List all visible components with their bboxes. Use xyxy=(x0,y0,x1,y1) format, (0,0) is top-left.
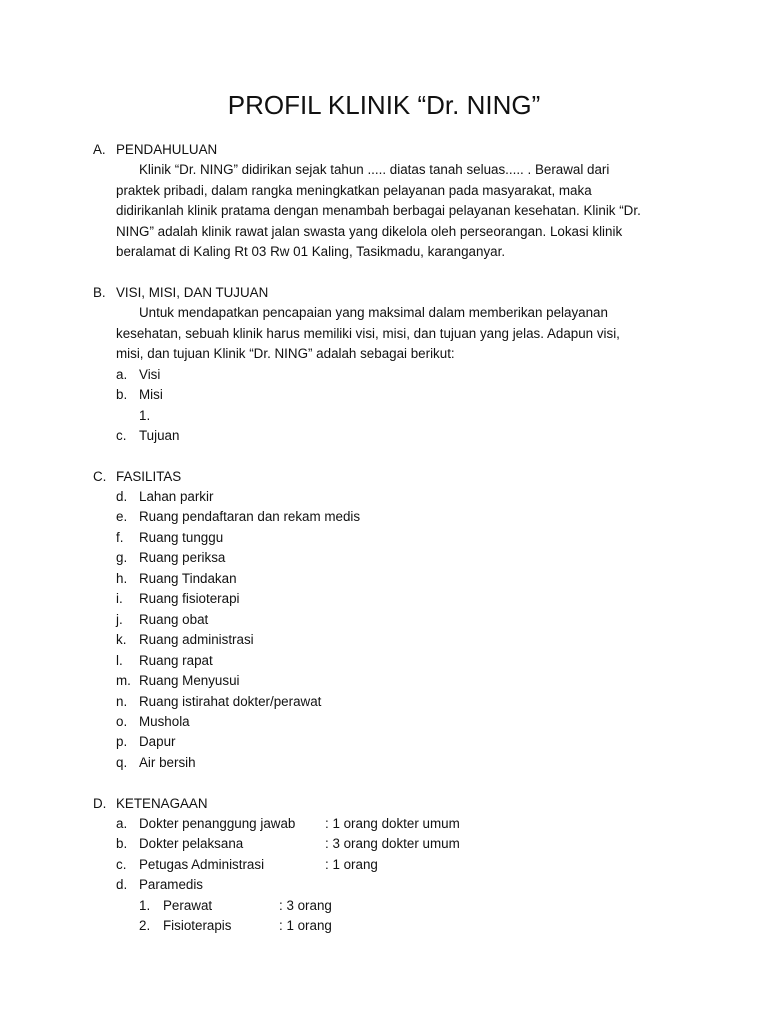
facility-item: Dapur xyxy=(139,734,176,749)
paramedis-count: : 3 orang xyxy=(279,898,332,913)
list-marker: c. xyxy=(116,857,127,872)
list-marker: i. xyxy=(116,591,123,606)
section-a-marker: A. xyxy=(93,142,106,157)
staff-count: : 1 orang xyxy=(325,857,378,872)
list-marker: o. xyxy=(116,714,128,729)
paramedis-role: Fisioterapis xyxy=(163,918,232,933)
list-marker: g. xyxy=(116,550,128,565)
section-b-heading: VISI, MISI, DAN TUJUAN xyxy=(116,285,269,300)
paramedis-role: Perawat xyxy=(163,898,213,913)
section-a-line-5: beralamat di Kaling Rt 03 Rw 01 Kaling, Tasikmadu, karanganyar. xyxy=(116,244,506,259)
section-d-heading: KETENAGAAN xyxy=(116,796,208,811)
list-marker: n. xyxy=(116,694,128,709)
list-marker: b. xyxy=(116,387,128,402)
staff-role: Dokter pelaksana xyxy=(139,836,244,851)
facility-item: Mushola xyxy=(139,714,190,729)
section-a-line-4: NING” adalah klinik rawat jalan swasta yang dikelola oleh perseorangan. Lokasi klinik xyxy=(116,224,623,239)
list-marker: a. xyxy=(116,367,128,382)
paramedis-marker: 2. xyxy=(139,918,151,933)
staff-count: : 1 orang dokter umum xyxy=(325,816,460,831)
list-marker: j. xyxy=(116,612,123,627)
section-a-heading: PENDAHULUAN xyxy=(116,142,218,157)
list-marker: a. xyxy=(116,816,128,831)
list-marker: p. xyxy=(116,734,128,749)
facility-item: Ruang rapat xyxy=(139,653,213,668)
section-b-line-3: misi, dan tujuan Klinik “Dr. NING” adalah sebagai berikut: xyxy=(116,346,455,361)
section-a-line-3: didirikanlah klinik pratama dengan menambah berbagai pelayanan kesehatan. Klinik “Dr. xyxy=(116,203,641,218)
staff-role-paramedis: Paramedis xyxy=(139,877,204,892)
facility-item: Ruang obat xyxy=(139,612,209,627)
section-b-line-1: Untuk mendapatkan pencapaian yang maksimal dalam memberikan pelayanan xyxy=(139,305,608,320)
facility-item: Air bersih xyxy=(139,755,196,770)
staff-role: Dokter penanggung jawab xyxy=(139,816,296,831)
section-c-heading: FASILITAS xyxy=(116,469,182,484)
list-marker: e. xyxy=(116,509,128,524)
facility-item: Ruang Menyusui xyxy=(139,673,240,688)
list-item-tujuan: Tujuan xyxy=(139,428,180,443)
list-marker: h. xyxy=(116,571,128,586)
section-b-line-2: kesehatan, sebuah klinik harus memiliki visi, misi, dan tujuan yang jelas. Adapun visi, xyxy=(116,326,620,341)
list-marker: b. xyxy=(116,836,128,851)
facility-item: Ruang periksa xyxy=(139,550,226,565)
paramedis-count: : 1 orang xyxy=(279,918,332,933)
staff-role: Petugas Administrasi xyxy=(139,857,265,872)
facility-item: Lahan parkir xyxy=(139,489,214,504)
section-c-marker: C. xyxy=(93,469,107,484)
list-marker: d. xyxy=(116,489,128,504)
list-marker: f. xyxy=(116,530,124,545)
list-marker: c. xyxy=(116,428,127,443)
staff-count: : 3 orang dokter umum xyxy=(325,836,460,851)
facility-item: Ruang pendaftaran dan rekam medis xyxy=(139,509,361,524)
facility-item: Ruang Tindakan xyxy=(139,571,237,586)
list-item-visi: Visi xyxy=(139,367,161,382)
facility-item: Ruang fisioterapi xyxy=(139,591,240,606)
section-a-line-1: Klinik “Dr. NING” didirikan sejak tahun ..... diatas tanah seluas..... . Berawal dari xyxy=(139,162,610,177)
list-marker: l. xyxy=(116,653,123,668)
section-d-marker: D. xyxy=(93,796,107,811)
list-item-misi: Misi xyxy=(139,387,163,402)
facility-item: Ruang administrasi xyxy=(139,632,254,647)
section-b-marker: B. xyxy=(93,285,106,300)
facility-item: Ruang tunggu xyxy=(139,530,224,545)
list-marker: d. xyxy=(116,877,128,892)
paramedis-marker: 1. xyxy=(139,898,151,913)
misi-sub-marker: 1. xyxy=(139,408,151,423)
facility-item: Ruang istirahat dokter/perawat xyxy=(139,694,322,709)
section-a-line-2: praktek pribadi, dalam rangka meningkatkan pelayanan pada masyarakat, maka xyxy=(116,183,592,198)
list-marker: q. xyxy=(116,755,128,770)
list-marker: m. xyxy=(116,673,131,688)
list-marker: k. xyxy=(116,632,127,647)
page-title: PROFIL KLINIK “Dr. NING” xyxy=(227,90,541,120)
